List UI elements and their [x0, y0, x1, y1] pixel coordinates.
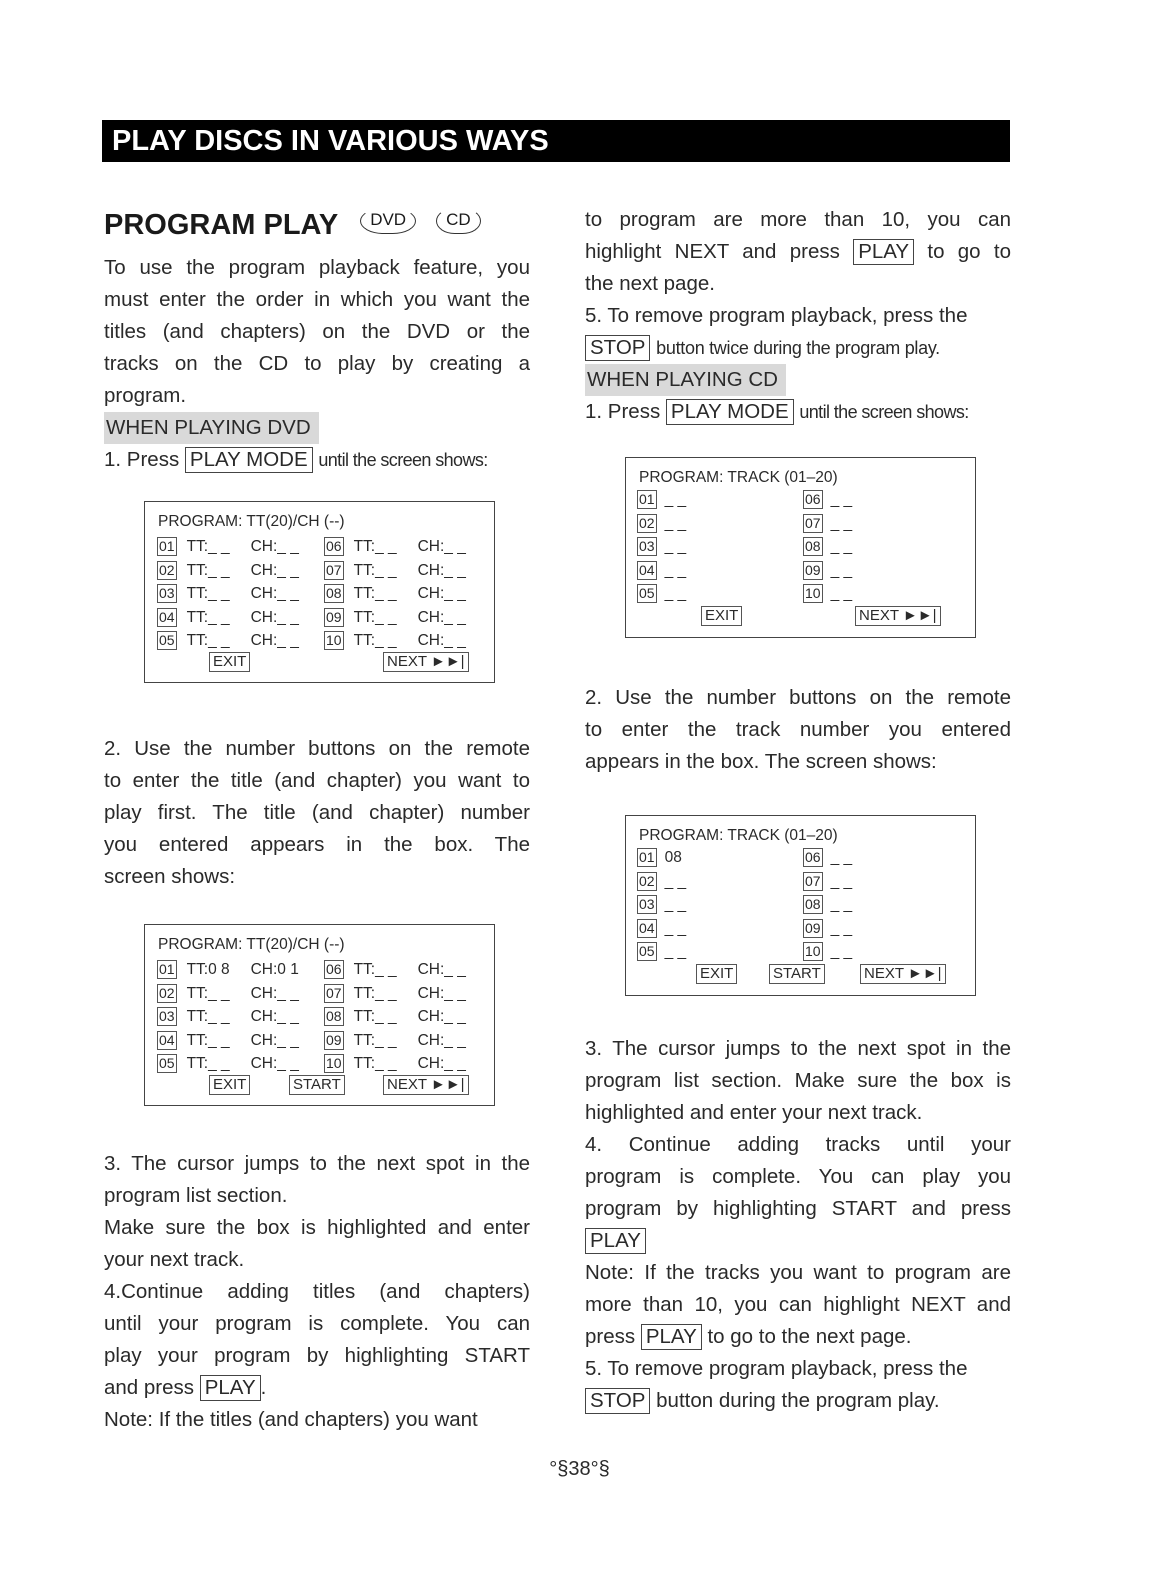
- slot-number: 08: [805, 538, 821, 554]
- step-text: 1. Press: [104, 448, 180, 471]
- slot-number: 04: [159, 608, 175, 625]
- dvd-step1: [104, 444, 530, 476]
- program-slot: [324, 1005, 466, 1029]
- slot-number: 09: [805, 919, 821, 936]
- cd-step1: [585, 396, 1011, 428]
- title-value: TT:_ _: [353, 561, 397, 579]
- slot-number: 09: [805, 561, 821, 578]
- stop-button-label: STOP: [585, 1388, 650, 1414]
- track-slot: [803, 846, 852, 870]
- play-mode-button-label: PLAY MODE: [185, 447, 313, 473]
- slot-number: 10: [805, 585, 821, 601]
- chapter-value: CH:_ _: [417, 538, 466, 555]
- step2-line: to enter the track number you entered: [585, 718, 1011, 741]
- step-text: and press: [104, 1376, 195, 1399]
- title-value: TT:_ _: [353, 1031, 397, 1049]
- title-value: TT:_ _: [353, 984, 397, 1002]
- slot-number: 08: [326, 585, 342, 601]
- cd-subheading: WHEN PLAYING CD: [585, 364, 786, 396]
- chapter-value: CH:_ _: [417, 984, 466, 1002]
- track-value: _ _: [664, 538, 687, 555]
- note-line: Note: If the titles (and chapters) you want: [104, 1408, 478, 1431]
- chapter-value: CH:_ _: [417, 561, 466, 579]
- track-slot: [803, 582, 852, 606]
- track-value: _ _: [830, 561, 853, 579]
- exit-button-label: EXIT: [209, 652, 250, 672]
- track-slot: [803, 488, 852, 512]
- slot-number: 10: [326, 1055, 342, 1071]
- title-value: TT:_ _: [353, 1055, 397, 1072]
- step5-line: [585, 1385, 1011, 1417]
- intro-line: titles (and chapters) on the DVD or the: [104, 320, 530, 343]
- dvd-badge: DVD: [360, 208, 416, 234]
- chapter-value: CH:_ _: [250, 632, 299, 649]
- chapter-value: CH:_ _: [417, 608, 466, 626]
- step4-line: program by highlighting START and press: [585, 1197, 1011, 1220]
- dvd-program-screen-filled: [144, 924, 495, 1106]
- slot-number: 02: [159, 984, 175, 1001]
- slot-number: 01: [639, 491, 655, 507]
- program-slot: [157, 1005, 299, 1029]
- track-value: _ _: [664, 514, 687, 532]
- cont-line: to program are more than 10, you can: [585, 208, 1011, 231]
- step-text: button twice during the program play.: [656, 338, 940, 358]
- intro-line: To use the program playback feature, you: [104, 256, 530, 279]
- program-slot: [324, 1029, 466, 1053]
- track-slot: [803, 870, 852, 894]
- step3-line: highlighted and enter your next track.: [585, 1101, 923, 1124]
- program-slot: [157, 982, 299, 1006]
- program-slot: [157, 606, 299, 630]
- track-value: _ _: [830, 491, 853, 508]
- title-value: TT:_ _: [186, 1008, 230, 1025]
- slot-number: 07: [326, 561, 342, 578]
- right-column: [585, 204, 1011, 1417]
- cont-line: [585, 236, 1011, 268]
- track-value: _ _: [664, 561, 687, 579]
- program-slot: [324, 535, 466, 559]
- program-slot: [157, 1029, 299, 1053]
- step3-line: program list section.: [104, 1184, 288, 1207]
- step4-line: until your program is complete. You can: [104, 1312, 530, 1335]
- step4-line: 4.Continue adding titles (and chapters): [104, 1280, 530, 1303]
- slot-number: 06: [805, 491, 821, 507]
- play-button-label: PLAY: [641, 1324, 702, 1350]
- track-slot: [803, 917, 852, 941]
- start-button-label: START: [289, 1075, 345, 1095]
- chapter-value: CH:_ _: [417, 1008, 466, 1025]
- screen-title: PROGRAM: TRACK (01–20): [639, 827, 838, 844]
- chapter-value: CH:_ _: [250, 984, 299, 1002]
- track-value: _ _: [830, 896, 853, 913]
- title-value: TT:_ _: [353, 608, 397, 626]
- step-text: .: [260, 1376, 267, 1399]
- step5-line: 5. To remove program playback, press the: [585, 1357, 968, 1380]
- step4-end: [104, 1372, 530, 1404]
- step-text: until the screen shows:: [318, 450, 488, 470]
- track-value: _ _: [830, 538, 853, 555]
- track-slot: [637, 559, 686, 583]
- slot-number: 05: [639, 585, 655, 601]
- step4-line: 4. Continue adding tracks until your: [585, 1133, 1011, 1156]
- program-slot: [157, 582, 299, 606]
- screen-title: PROGRAM: TRACK (01–20): [639, 469, 838, 486]
- slot-number: 08: [805, 896, 821, 912]
- slot-number: 06: [805, 849, 821, 865]
- slot-number: 06: [326, 538, 342, 554]
- slot-number: 04: [639, 919, 655, 936]
- play-button-label: PLAY: [200, 1375, 261, 1401]
- program-slot: [324, 606, 466, 630]
- slot-number: 07: [805, 514, 821, 531]
- play-button-label: PLAY: [585, 1228, 646, 1254]
- note-line: Note: If the tracks you want to program are: [585, 1261, 1011, 1284]
- cd-badge: CD: [436, 208, 481, 234]
- chapter-value: CH:_ _: [250, 1008, 299, 1025]
- step5-line: 5. To remove program playback, press the: [585, 304, 968, 327]
- step-text: button during the program play.: [656, 1389, 940, 1412]
- program-slot: [157, 559, 299, 583]
- exit-button-label: EXIT: [696, 964, 737, 984]
- note-line: [585, 1321, 1011, 1353]
- track-value: _ _: [664, 896, 687, 913]
- chapter-value: CH:0 1: [250, 961, 299, 978]
- step3-line: Make sure the box is highlighted and enter: [104, 1216, 530, 1239]
- program-slot: [324, 982, 466, 1006]
- step-text: to go to the next page.: [707, 1325, 912, 1348]
- track-value: _ _: [664, 919, 687, 937]
- slot-number: 04: [159, 1031, 175, 1048]
- step4-line: play your program by highlighting START: [104, 1344, 530, 1367]
- step3-line: program list section. Make sure the box is: [585, 1069, 1011, 1092]
- track-value: _ _: [830, 585, 853, 602]
- track-value: _ _: [830, 943, 853, 960]
- intro-line: tracks on the CD to play by creating a: [104, 352, 530, 375]
- title-value: TT:_ _: [186, 561, 230, 579]
- play-button-label: PLAY: [853, 239, 914, 265]
- program-slot: [324, 958, 466, 982]
- title-value: TT:_ _: [353, 538, 397, 555]
- exit-button-label: EXIT: [701, 606, 742, 626]
- track-value: _ _: [664, 585, 687, 602]
- title-value: TT:_ _: [353, 632, 397, 649]
- page-title: PROGRAM PLAY: [104, 209, 339, 241]
- step5-line: [585, 332, 1011, 364]
- track-value: 08: [664, 849, 682, 866]
- exit-button-label: EXIT: [209, 1075, 250, 1095]
- chapter-value: CH:_ _: [417, 961, 466, 978]
- chapter-value: CH:_ _: [250, 538, 299, 555]
- next-button-label: NEXT ►►|: [855, 606, 941, 626]
- step2-line: screen shows:: [104, 865, 236, 888]
- step3-line: your next track.: [104, 1248, 245, 1271]
- step2-line: 2. Use the number buttons on the remote: [104, 737, 530, 760]
- screen-title: PROGRAM: TT(20)/CH (--): [158, 513, 345, 530]
- track-slot: [803, 512, 852, 536]
- slot-number: 02: [639, 872, 655, 889]
- step2-line: to enter the title (and chapter) you want to: [104, 769, 530, 792]
- track-slot: [637, 535, 686, 559]
- slot-number: 05: [639, 943, 655, 959]
- cont-line: the next page.: [585, 272, 715, 295]
- program-slot: [324, 1052, 466, 1076]
- title-value: TT:_ _: [186, 1055, 230, 1072]
- step3-line: 3. The cursor jumps to the next spot in the: [585, 1037, 1011, 1060]
- step-text: until the screen shows:: [799, 402, 969, 422]
- slot-number: 01: [159, 961, 175, 977]
- slot-number: 05: [159, 1055, 175, 1071]
- step-text: to go to: [927, 240, 1011, 263]
- track-slot: [803, 940, 852, 964]
- title-value: TT:_ _: [186, 984, 230, 1002]
- step2-line: you entered appears in the box. The: [104, 833, 530, 856]
- slot-number: 10: [805, 943, 821, 959]
- track-slot: [637, 488, 686, 512]
- next-button-label: NEXT ►►|: [383, 1075, 469, 1095]
- title-value: TT:_ _: [353, 1008, 397, 1025]
- slot-number: 03: [159, 585, 175, 601]
- slot-number: 08: [326, 1008, 342, 1024]
- title-value: TT:_ _: [186, 608, 230, 626]
- track-value: _ _: [664, 872, 687, 890]
- dvd-subheading: WHEN PLAYING DVD: [104, 412, 319, 444]
- title-value: TT:_ _: [353, 585, 397, 602]
- slot-number: 02: [159, 561, 175, 578]
- slot-number: 07: [326, 984, 342, 1001]
- track-slot: [637, 940, 686, 964]
- next-button-label: NEXT ►►|: [383, 652, 469, 672]
- chapter-value: CH:_ _: [250, 1055, 299, 1072]
- track-slot: [637, 582, 686, 606]
- chapter-value: CH:_ _: [417, 1055, 466, 1072]
- slot-number: 03: [639, 896, 655, 912]
- track-value: _ _: [830, 514, 853, 532]
- slot-number: 09: [326, 608, 342, 625]
- play-mode-button-label: PLAY MODE: [666, 399, 794, 425]
- note-line: more than 10, you can highlight NEXT and: [585, 1293, 1011, 1316]
- stop-button-label: STOP: [585, 335, 650, 361]
- next-button-label: NEXT ►►|: [860, 964, 946, 984]
- program-slot: [157, 629, 299, 653]
- track-value: _ _: [830, 849, 853, 866]
- program-slot: [324, 582, 466, 606]
- title-value: TT:_ _: [353, 961, 397, 978]
- step2-line: 2. Use the number buttons on the remote: [585, 686, 1011, 709]
- chapter-value: CH:_ _: [250, 1031, 299, 1049]
- track-slot: [637, 512, 686, 536]
- slot-number: 01: [639, 849, 655, 865]
- track-slot: [803, 535, 852, 559]
- track-value: _ _: [830, 919, 853, 937]
- step-text: press: [585, 1325, 636, 1348]
- title-value: TT:_ _: [186, 585, 230, 602]
- screen-title: PROGRAM: TT(20)/CH (--): [158, 936, 345, 953]
- program-slot: [324, 559, 466, 583]
- program-slot: [157, 1052, 299, 1076]
- section-banner: PLAY DISCS IN VARIOUS WAYS: [102, 120, 1010, 162]
- chapter-value: CH:_ _: [250, 608, 299, 626]
- intro-line: program.: [104, 384, 187, 407]
- chapter-value: CH:_ _: [417, 632, 466, 649]
- cd-program-screen-empty: [625, 457, 976, 638]
- start-button-label: START: [769, 964, 825, 984]
- left-column: [104, 202, 530, 1436]
- slot-number: 04: [639, 561, 655, 578]
- page-number: °§38°§: [549, 1458, 610, 1480]
- chapter-value: CH:_ _: [250, 561, 299, 579]
- track-slot: [637, 893, 686, 917]
- slot-number: 10: [326, 632, 342, 648]
- intro-line: must enter the order in which you want the: [104, 288, 530, 311]
- step2-line: appears in the box. The screen shows:: [585, 750, 937, 773]
- step4-line: program is complete. You can play you: [585, 1165, 1011, 1188]
- track-slot: [803, 893, 852, 917]
- step-text: 1. Press: [585, 400, 661, 423]
- track-value: _ _: [664, 491, 687, 508]
- program-play-heading: [104, 202, 530, 248]
- slot-number: 03: [159, 1008, 175, 1024]
- title-value: TT:0 8: [186, 961, 230, 978]
- program-slot: [157, 958, 299, 982]
- slot-number: 02: [639, 514, 655, 531]
- title-value: TT:_ _: [186, 632, 230, 649]
- slot-number: 05: [159, 632, 175, 648]
- track-slot: [803, 559, 852, 583]
- track-value: _ _: [664, 943, 687, 960]
- track-slot: [637, 846, 682, 870]
- chapter-value: CH:_ _: [417, 1031, 466, 1049]
- chapter-value: CH:_ _: [417, 585, 466, 602]
- slot-number: 01: [159, 538, 175, 554]
- cd-program-screen-filled: [625, 815, 976, 996]
- slot-number: 06: [326, 961, 342, 977]
- title-value: TT:_ _: [186, 1031, 230, 1049]
- track-slot: [637, 917, 686, 941]
- slot-number: 03: [639, 538, 655, 554]
- slot-number: 07: [805, 872, 821, 889]
- title-value: TT:_ _: [186, 538, 230, 555]
- program-slot: [157, 535, 299, 559]
- chapter-value: CH:_ _: [250, 585, 299, 602]
- step3-line: 3. The cursor jumps to the next spot in the: [104, 1152, 530, 1175]
- step-text: highlight NEXT and press: [585, 240, 840, 263]
- track-slot: [637, 870, 686, 894]
- program-slot: [324, 629, 466, 653]
- track-value: _ _: [830, 872, 853, 890]
- dvd-program-screen-empty: [144, 501, 495, 683]
- step2-line: play first. The title (and chapter) number: [104, 801, 530, 824]
- slot-number: 09: [326, 1031, 342, 1048]
